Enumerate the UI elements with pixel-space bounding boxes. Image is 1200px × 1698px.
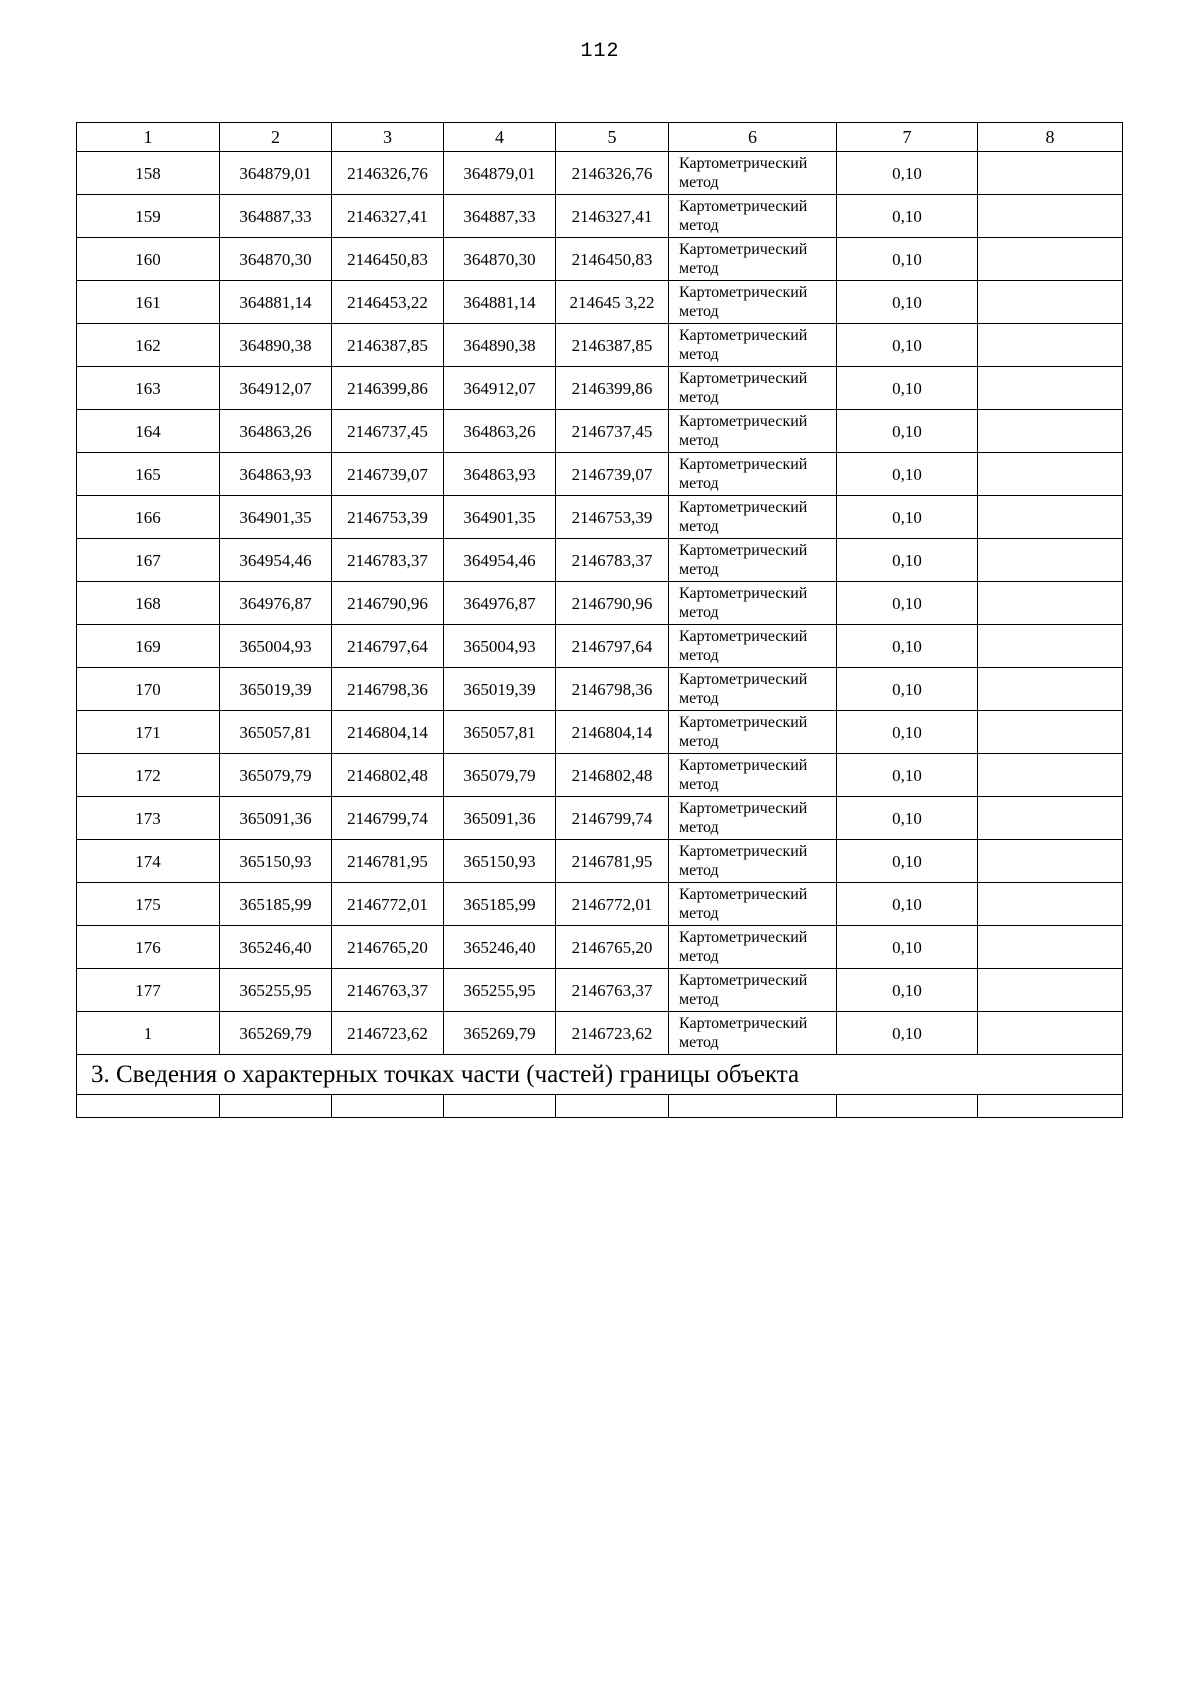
empty-cell (220, 1095, 332, 1118)
y-coordinate-cell: 2146739,07 (556, 453, 669, 496)
method-text-line1: Картометрический (679, 370, 808, 387)
point-number-cell: 170 (77, 668, 220, 711)
precision-cell: 0,10 (837, 539, 978, 582)
x-coordinate-cell: 365004,93 (220, 625, 332, 668)
method-text-line2: метод (679, 260, 719, 277)
x-coordinate-cell: 364863,93 (444, 453, 556, 496)
y-coordinate-cell: 2146399,86 (332, 367, 444, 410)
x-coordinate-cell: 365255,95 (220, 969, 332, 1012)
y-coordinate-cell: 2146326,76 (332, 152, 444, 195)
y-coordinate-cell: 2146797,64 (332, 625, 444, 668)
point-number-cell: 167 (77, 539, 220, 582)
method-text-line1: Картометрический (679, 800, 808, 817)
method-text-line2: метод (679, 518, 719, 535)
note-cell (978, 969, 1123, 1012)
table-row (77, 883, 1123, 926)
x-coordinate-cell: 364954,46 (220, 539, 332, 582)
y-coordinate-cell: 2146737,45 (556, 410, 669, 453)
precision-cell: 0,10 (837, 1012, 978, 1055)
table-row (77, 797, 1123, 840)
column-header-5: 5 (556, 123, 669, 152)
x-coordinate-cell: 365150,93 (220, 840, 332, 883)
note-cell (978, 797, 1123, 840)
y-coordinate-cell: 2146799,74 (556, 797, 669, 840)
point-number-cell: 160 (77, 238, 220, 281)
table-row (77, 1012, 1123, 1055)
empty-cell (978, 1095, 1123, 1118)
precision-cell: 0,10 (837, 969, 978, 1012)
method-text-line1: Картометрический (679, 413, 808, 430)
x-coordinate-cell: 364976,87 (444, 582, 556, 625)
x-coordinate-cell: 365079,79 (220, 754, 332, 797)
method-cell (669, 797, 837, 840)
y-coordinate-cell: 2146804,14 (556, 711, 669, 754)
precision-cell: 0,10 (837, 453, 978, 496)
y-coordinate-cell: 2146453,22 (332, 281, 444, 324)
y-coordinate-cell: 2146799,74 (332, 797, 444, 840)
x-coordinate-cell: 365269,79 (220, 1012, 332, 1055)
method-text-line2: метод (679, 303, 719, 320)
y-coordinate-cell: 2146326,76 (556, 152, 669, 195)
point-number-cell: 171 (77, 711, 220, 754)
point-number-cell: 158 (77, 152, 220, 195)
method-cell (669, 496, 837, 539)
note-cell (978, 668, 1123, 711)
table-row (77, 840, 1123, 883)
y-coordinate-cell: 2146765,20 (556, 926, 669, 969)
x-coordinate-cell: 365004,93 (444, 625, 556, 668)
table-row (77, 453, 1123, 496)
x-coordinate-cell: 364887,33 (444, 195, 556, 238)
point-number-cell: 166 (77, 496, 220, 539)
point-number-cell: 176 (77, 926, 220, 969)
y-coordinate-cell: 2146783,37 (332, 539, 444, 582)
method-text-line2: метод (679, 948, 719, 965)
x-coordinate-cell: 364863,93 (220, 453, 332, 496)
x-coordinate-cell: 364901,35 (220, 496, 332, 539)
x-coordinate-cell: 364890,38 (444, 324, 556, 367)
method-text-line2: метод (679, 1034, 719, 1051)
x-coordinate-cell: 364912,07 (220, 367, 332, 410)
table-row (77, 238, 1123, 281)
note-cell (978, 754, 1123, 797)
precision-cell: 0,10 (837, 840, 978, 883)
precision-cell: 0,10 (837, 582, 978, 625)
method-text-line1: Картометрический (679, 155, 808, 172)
y-coordinate-cell: 2146781,95 (556, 840, 669, 883)
precision-cell: 0,10 (837, 152, 978, 195)
y-coordinate-cell: 2146772,01 (556, 883, 669, 926)
x-coordinate-cell: 365246,40 (220, 926, 332, 969)
y-coordinate-cell: 2146802,48 (332, 754, 444, 797)
section-heading-row (77, 1055, 1123, 1095)
note-cell (978, 324, 1123, 367)
point-number-cell: 162 (77, 324, 220, 367)
method-cell (669, 238, 837, 281)
table-row (77, 281, 1123, 324)
point-number-cell: 172 (77, 754, 220, 797)
y-coordinate-cell: 2146737,45 (332, 410, 444, 453)
point-number-cell: 169 (77, 625, 220, 668)
x-coordinate-cell: 365150,93 (444, 840, 556, 883)
note-cell (978, 840, 1123, 883)
x-coordinate-cell: 365185,99 (444, 883, 556, 926)
method-text-line1: Картометрический (679, 843, 808, 860)
column-header-4: 4 (444, 123, 556, 152)
method-cell (669, 668, 837, 711)
method-cell (669, 582, 837, 625)
precision-cell: 0,10 (837, 324, 978, 367)
method-text-line1: Картометрический (679, 542, 808, 559)
method-text-line2: метод (679, 733, 719, 750)
x-coordinate-cell: 365079,79 (444, 754, 556, 797)
note-cell (978, 238, 1123, 281)
point-number-cell: 161 (77, 281, 220, 324)
note-cell (978, 453, 1123, 496)
method-cell (669, 453, 837, 496)
note-cell (978, 1012, 1123, 1055)
empty-cell (837, 1095, 978, 1118)
method-cell (669, 969, 837, 1012)
y-coordinate-cell: 214645 3,22 (556, 281, 669, 324)
x-coordinate-cell: 365091,36 (220, 797, 332, 840)
note-cell (978, 281, 1123, 324)
y-coordinate-cell: 2146804,14 (332, 711, 444, 754)
table-row (77, 496, 1123, 539)
method-text-line2: метод (679, 561, 719, 578)
note-cell (978, 711, 1123, 754)
method-text-line2: метод (679, 905, 719, 922)
method-cell (669, 195, 837, 238)
note-cell (978, 625, 1123, 668)
method-cell (669, 367, 837, 410)
y-coordinate-cell: 2146739,07 (332, 453, 444, 496)
y-coordinate-cell: 2146450,83 (332, 238, 444, 281)
point-number-cell: 175 (77, 883, 220, 926)
point-number-cell: 168 (77, 582, 220, 625)
table-row (77, 926, 1123, 969)
method-text-line2: метод (679, 174, 719, 191)
x-coordinate-cell: 364890,38 (220, 324, 332, 367)
empty-cell (332, 1095, 444, 1118)
method-cell (669, 883, 837, 926)
point-number-cell: 177 (77, 969, 220, 1012)
method-text-line1: Картометрический (679, 929, 808, 946)
method-text-line1: Картометрический (679, 198, 808, 215)
precision-cell: 0,10 (837, 496, 978, 539)
precision-cell: 0,10 (837, 195, 978, 238)
method-text-line1: Картометрический (679, 456, 808, 473)
method-text-line2: метод (679, 432, 719, 449)
y-coordinate-cell: 2146450,83 (556, 238, 669, 281)
method-text-line2: метод (679, 776, 719, 793)
column-header-1: 1 (77, 123, 220, 152)
x-coordinate-cell: 365057,81 (444, 711, 556, 754)
method-text-line2: метод (679, 862, 719, 879)
note-cell (978, 926, 1123, 969)
y-coordinate-cell: 2146399,86 (556, 367, 669, 410)
column-header-3: 3 (332, 123, 444, 152)
method-cell (669, 410, 837, 453)
note-cell (978, 539, 1123, 582)
table-row (77, 711, 1123, 754)
x-coordinate-cell: 365019,39 (220, 668, 332, 711)
precision-cell: 0,10 (837, 883, 978, 926)
x-coordinate-cell: 364912,07 (444, 367, 556, 410)
method-cell (669, 840, 837, 883)
point-number-cell: 174 (77, 840, 220, 883)
x-coordinate-cell: 364870,30 (444, 238, 556, 281)
precision-cell: 0,10 (837, 754, 978, 797)
method-text-line1: Картометрический (679, 499, 808, 516)
x-coordinate-cell: 364879,01 (444, 152, 556, 195)
x-coordinate-cell: 364881,14 (444, 281, 556, 324)
method-cell (669, 754, 837, 797)
method-cell (669, 152, 837, 195)
method-cell (669, 281, 837, 324)
method-cell (669, 1012, 837, 1055)
method-text-line1: Картометрический (679, 628, 808, 645)
method-text-line1: Картометрический (679, 284, 808, 301)
method-text-line1: Картометрический (679, 886, 808, 903)
method-text-line1: Картометрический (679, 714, 808, 731)
table-row (77, 152, 1123, 195)
precision-cell: 0,10 (837, 711, 978, 754)
column-header-7: 7 (837, 123, 978, 152)
empty-cell (77, 1095, 220, 1118)
x-coordinate-cell: 365091,36 (444, 797, 556, 840)
x-coordinate-cell: 365185,99 (220, 883, 332, 926)
x-coordinate-cell: 364863,26 (444, 410, 556, 453)
y-coordinate-cell: 2146327,41 (332, 195, 444, 238)
point-number-cell: 164 (77, 410, 220, 453)
y-coordinate-cell: 2146765,20 (332, 926, 444, 969)
method-text-line1: Картометрический (679, 241, 808, 258)
y-coordinate-cell: 2146753,39 (332, 496, 444, 539)
point-number-cell: 1 (77, 1012, 220, 1055)
empty-row (77, 1095, 1123, 1118)
y-coordinate-cell: 2146772,01 (332, 883, 444, 926)
method-text-line2: метод (679, 690, 719, 707)
method-text-line1: Картометрический (679, 327, 808, 344)
column-header-2: 2 (220, 123, 332, 152)
method-cell (669, 625, 837, 668)
method-cell (669, 539, 837, 582)
y-coordinate-cell: 2146387,85 (332, 324, 444, 367)
note-cell (978, 367, 1123, 410)
y-coordinate-cell: 2146723,62 (332, 1012, 444, 1055)
precision-cell: 0,10 (837, 367, 978, 410)
x-coordinate-cell: 365255,95 (444, 969, 556, 1012)
table-row (77, 668, 1123, 711)
table-row (77, 969, 1123, 1012)
y-coordinate-cell: 2146327,41 (556, 195, 669, 238)
note-cell (978, 152, 1123, 195)
point-number-cell: 173 (77, 797, 220, 840)
method-text-line1: Картометрический (679, 1015, 808, 1032)
section-title: 3. Сведения о характерных точках части (частей) границы объекта (77, 1055, 1123, 1095)
column-header-6: 6 (669, 123, 837, 152)
point-number-cell: 165 (77, 453, 220, 496)
precision-cell: 0,10 (837, 238, 978, 281)
empty-cell (669, 1095, 837, 1118)
table-row (77, 625, 1123, 668)
table-row (77, 539, 1123, 582)
x-coordinate-cell: 364881,14 (220, 281, 332, 324)
table-row (77, 410, 1123, 453)
method-text-line2: метод (679, 819, 719, 836)
precision-cell: 0,10 (837, 410, 978, 453)
table-row (77, 754, 1123, 797)
table-row (77, 367, 1123, 410)
method-cell (669, 926, 837, 969)
y-coordinate-cell: 2146790,96 (556, 582, 669, 625)
x-coordinate-cell: 364887,33 (220, 195, 332, 238)
method-cell (669, 711, 837, 754)
column-header-8: 8 (978, 123, 1123, 152)
y-coordinate-cell: 2146387,85 (556, 324, 669, 367)
empty-cell (556, 1095, 669, 1118)
method-text-line1: Картометрический (679, 757, 808, 774)
note-cell (978, 195, 1123, 238)
precision-cell: 0,10 (837, 668, 978, 711)
method-text-line2: метод (679, 647, 719, 664)
method-text-line2: метод (679, 604, 719, 621)
y-coordinate-cell: 2146723,62 (556, 1012, 669, 1055)
x-coordinate-cell: 365057,81 (220, 711, 332, 754)
y-coordinate-cell: 2146802,48 (556, 754, 669, 797)
x-coordinate-cell: 364879,01 (220, 152, 332, 195)
x-coordinate-cell: 364863,26 (220, 410, 332, 453)
coordinates-table (76, 122, 1123, 1118)
empty-cell (444, 1095, 556, 1118)
y-coordinate-cell: 2146790,96 (332, 582, 444, 625)
table-row (77, 195, 1123, 238)
method-text-line2: метод (679, 217, 719, 234)
y-coordinate-cell: 2146763,37 (332, 969, 444, 1012)
y-coordinate-cell: 2146798,36 (332, 668, 444, 711)
x-coordinate-cell: 364976,87 (220, 582, 332, 625)
method-text-line2: метод (679, 475, 719, 492)
y-coordinate-cell: 2146798,36 (556, 668, 669, 711)
y-coordinate-cell: 2146797,64 (556, 625, 669, 668)
precision-cell: 0,10 (837, 797, 978, 840)
method-cell (669, 324, 837, 367)
table-row (77, 582, 1123, 625)
x-coordinate-cell: 365269,79 (444, 1012, 556, 1055)
y-coordinate-cell: 2146753,39 (556, 496, 669, 539)
x-coordinate-cell: 365246,40 (444, 926, 556, 969)
y-coordinate-cell: 2146781,95 (332, 840, 444, 883)
point-number-cell: 159 (77, 195, 220, 238)
x-coordinate-cell: 364901,35 (444, 496, 556, 539)
precision-cell: 0,10 (837, 625, 978, 668)
page-number: 112 (580, 40, 620, 63)
point-number-cell: 163 (77, 367, 220, 410)
header-row (77, 123, 1123, 152)
precision-cell: 0,10 (837, 926, 978, 969)
precision-cell: 0,10 (837, 281, 978, 324)
note-cell (978, 883, 1123, 926)
method-text-line1: Картометрический (679, 585, 808, 602)
note-cell (978, 582, 1123, 625)
note-cell (978, 496, 1123, 539)
method-text-line1: Картометрический (679, 972, 808, 989)
method-text-line2: метод (679, 389, 719, 406)
method-text-line2: метод (679, 346, 719, 363)
x-coordinate-cell: 365019,39 (444, 668, 556, 711)
x-coordinate-cell: 364870,30 (220, 238, 332, 281)
method-text-line1: Картометрический (679, 671, 808, 688)
method-text-line2: метод (679, 991, 719, 1008)
y-coordinate-cell: 2146763,37 (556, 969, 669, 1012)
table-row (77, 324, 1123, 367)
x-coordinate-cell: 364954,46 (444, 539, 556, 582)
note-cell (978, 410, 1123, 453)
y-coordinate-cell: 2146783,37 (556, 539, 669, 582)
